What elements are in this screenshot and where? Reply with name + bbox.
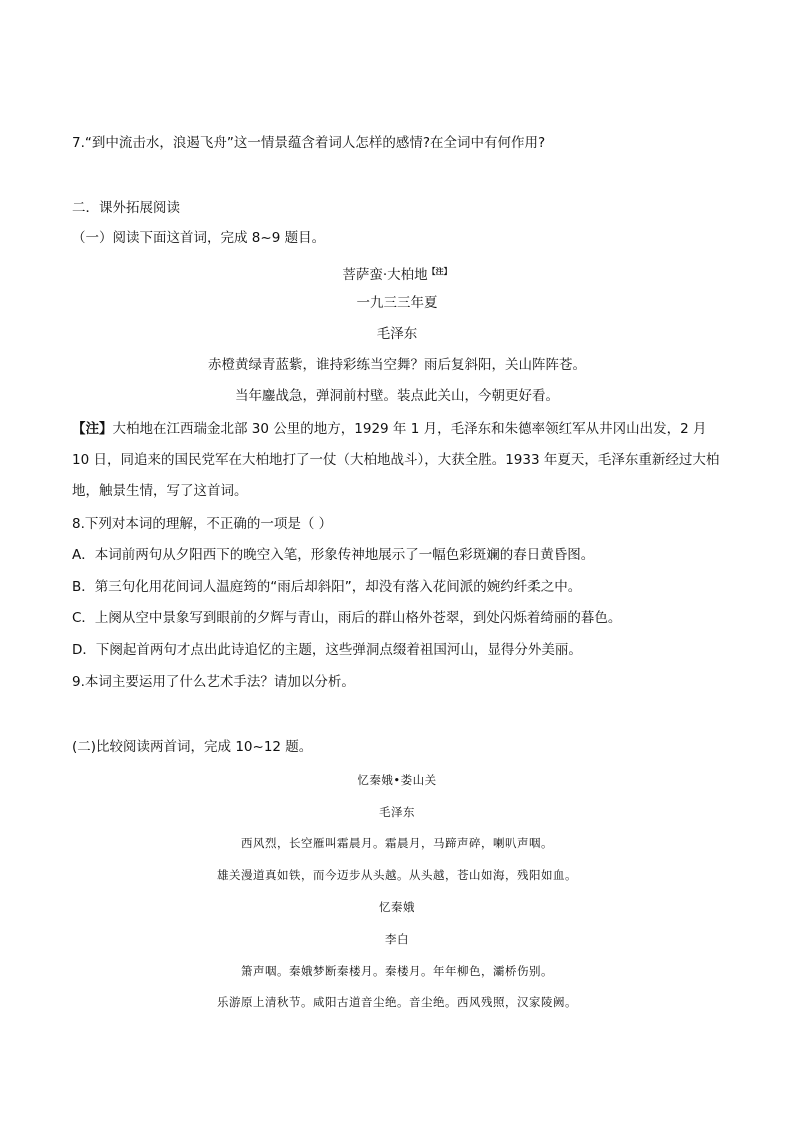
question-9: 9.本词主要运用了什么艺术手法？请加以分析。 bbox=[72, 674, 355, 690]
poem1-annotation bbox=[72, 414, 724, 507]
question-8-stem: 8.下列对本词的理解，不正确的一项是（ ） bbox=[72, 516, 333, 532]
poem3-line-2: 乐游原上清秋节。咸阳古道音尘绝。音尘绝。西风残照，汉家陵阙。 bbox=[217, 995, 577, 1009]
poem1-title bbox=[0, 262, 794, 285]
poem1-date: 一九三三年夏 bbox=[356, 295, 438, 311]
poem1-author: 毛泽东 bbox=[376, 326, 418, 342]
poem3-line-1: 箫声咽。秦娥梦断秦楼月。秦楼月。年年柳色，灞桥伤别。 bbox=[241, 964, 553, 978]
section-2-heading: 二．课外拓展阅读 bbox=[72, 200, 180, 216]
poem1-line-2: 当年鏖战急，弹洞前村壁。装点此关山，今朝更好看。 bbox=[235, 388, 559, 404]
question-8-option-c: C．上阕从空中景象写到眼前的夕辉与青山，雨后的群山格外苍翠，到处闪烁着绮丽的暮色。 bbox=[72, 610, 622, 626]
poem1-note-mark: 【注】 bbox=[427, 267, 452, 276]
poem1-title-text: 菩萨蛮·大柏地 bbox=[342, 267, 428, 283]
part-1-intro: （一）阅读下面这首词，完成 8~9 题目。 bbox=[72, 230, 326, 246]
question-8-option-a: A．本词前两句从夕阳西下的晚空入笔，形象传神地展示了一幅色彩斑斓的春日黄昏图。 bbox=[72, 547, 595, 563]
poem2-title: 忆秦娥•娄山关 bbox=[357, 773, 437, 787]
poem2-line-1: 西风烈，长空雁叫霜晨月。霜晨月，马蹄声碎，喇叭声咽。 bbox=[241, 836, 553, 850]
poem3-author: 李白 bbox=[385, 932, 409, 946]
poem1-line-1: 赤橙黄绿青蓝紫，谁持彩练当空舞？雨后复斜阳，关山阵阵苍。 bbox=[208, 357, 586, 373]
annotation-label: 【注】 bbox=[72, 421, 113, 437]
annotation-text: 大柏地在江西瑞金北部 30 公里的地方，1929 年 1 月，毛泽东和朱德率领红军从井冈山出发，2 月 10 日，同追来的国民党军在大柏地打了一仗（大柏地战斗），大获全胜。1933 年夏天，毛泽东重新经过大柏地，触景生情，写了这首词。 bbox=[72, 421, 720, 499]
part-2-intro: (二)比较阅读两首词，完成 10~12 题。 bbox=[72, 739, 313, 755]
question-7: 7.“到中流击水，浪遏飞舟”这一情景蕴含着词人怎样的感情?在全词中有何作用? bbox=[72, 135, 546, 151]
question-8-option-b: B．第三句化用花间词人温庭筠的“雨后却斜阳”，却没有落入花间派的婉约纤柔之中。 bbox=[72, 579, 582, 595]
poem3-title: 忆秦娥 bbox=[379, 900, 415, 914]
question-8-option-d: D．下阕起首两句才点出此诗追忆的主题，这些弹洞点缀着祖国河山，显得分外美丽。 bbox=[72, 642, 582, 658]
poem2-author: 毛泽东 bbox=[379, 805, 415, 819]
poem2-line-2: 雄关漫道真如铁，而今迈步从头越。从头越，苍山如海，残阳如血。 bbox=[217, 868, 577, 882]
